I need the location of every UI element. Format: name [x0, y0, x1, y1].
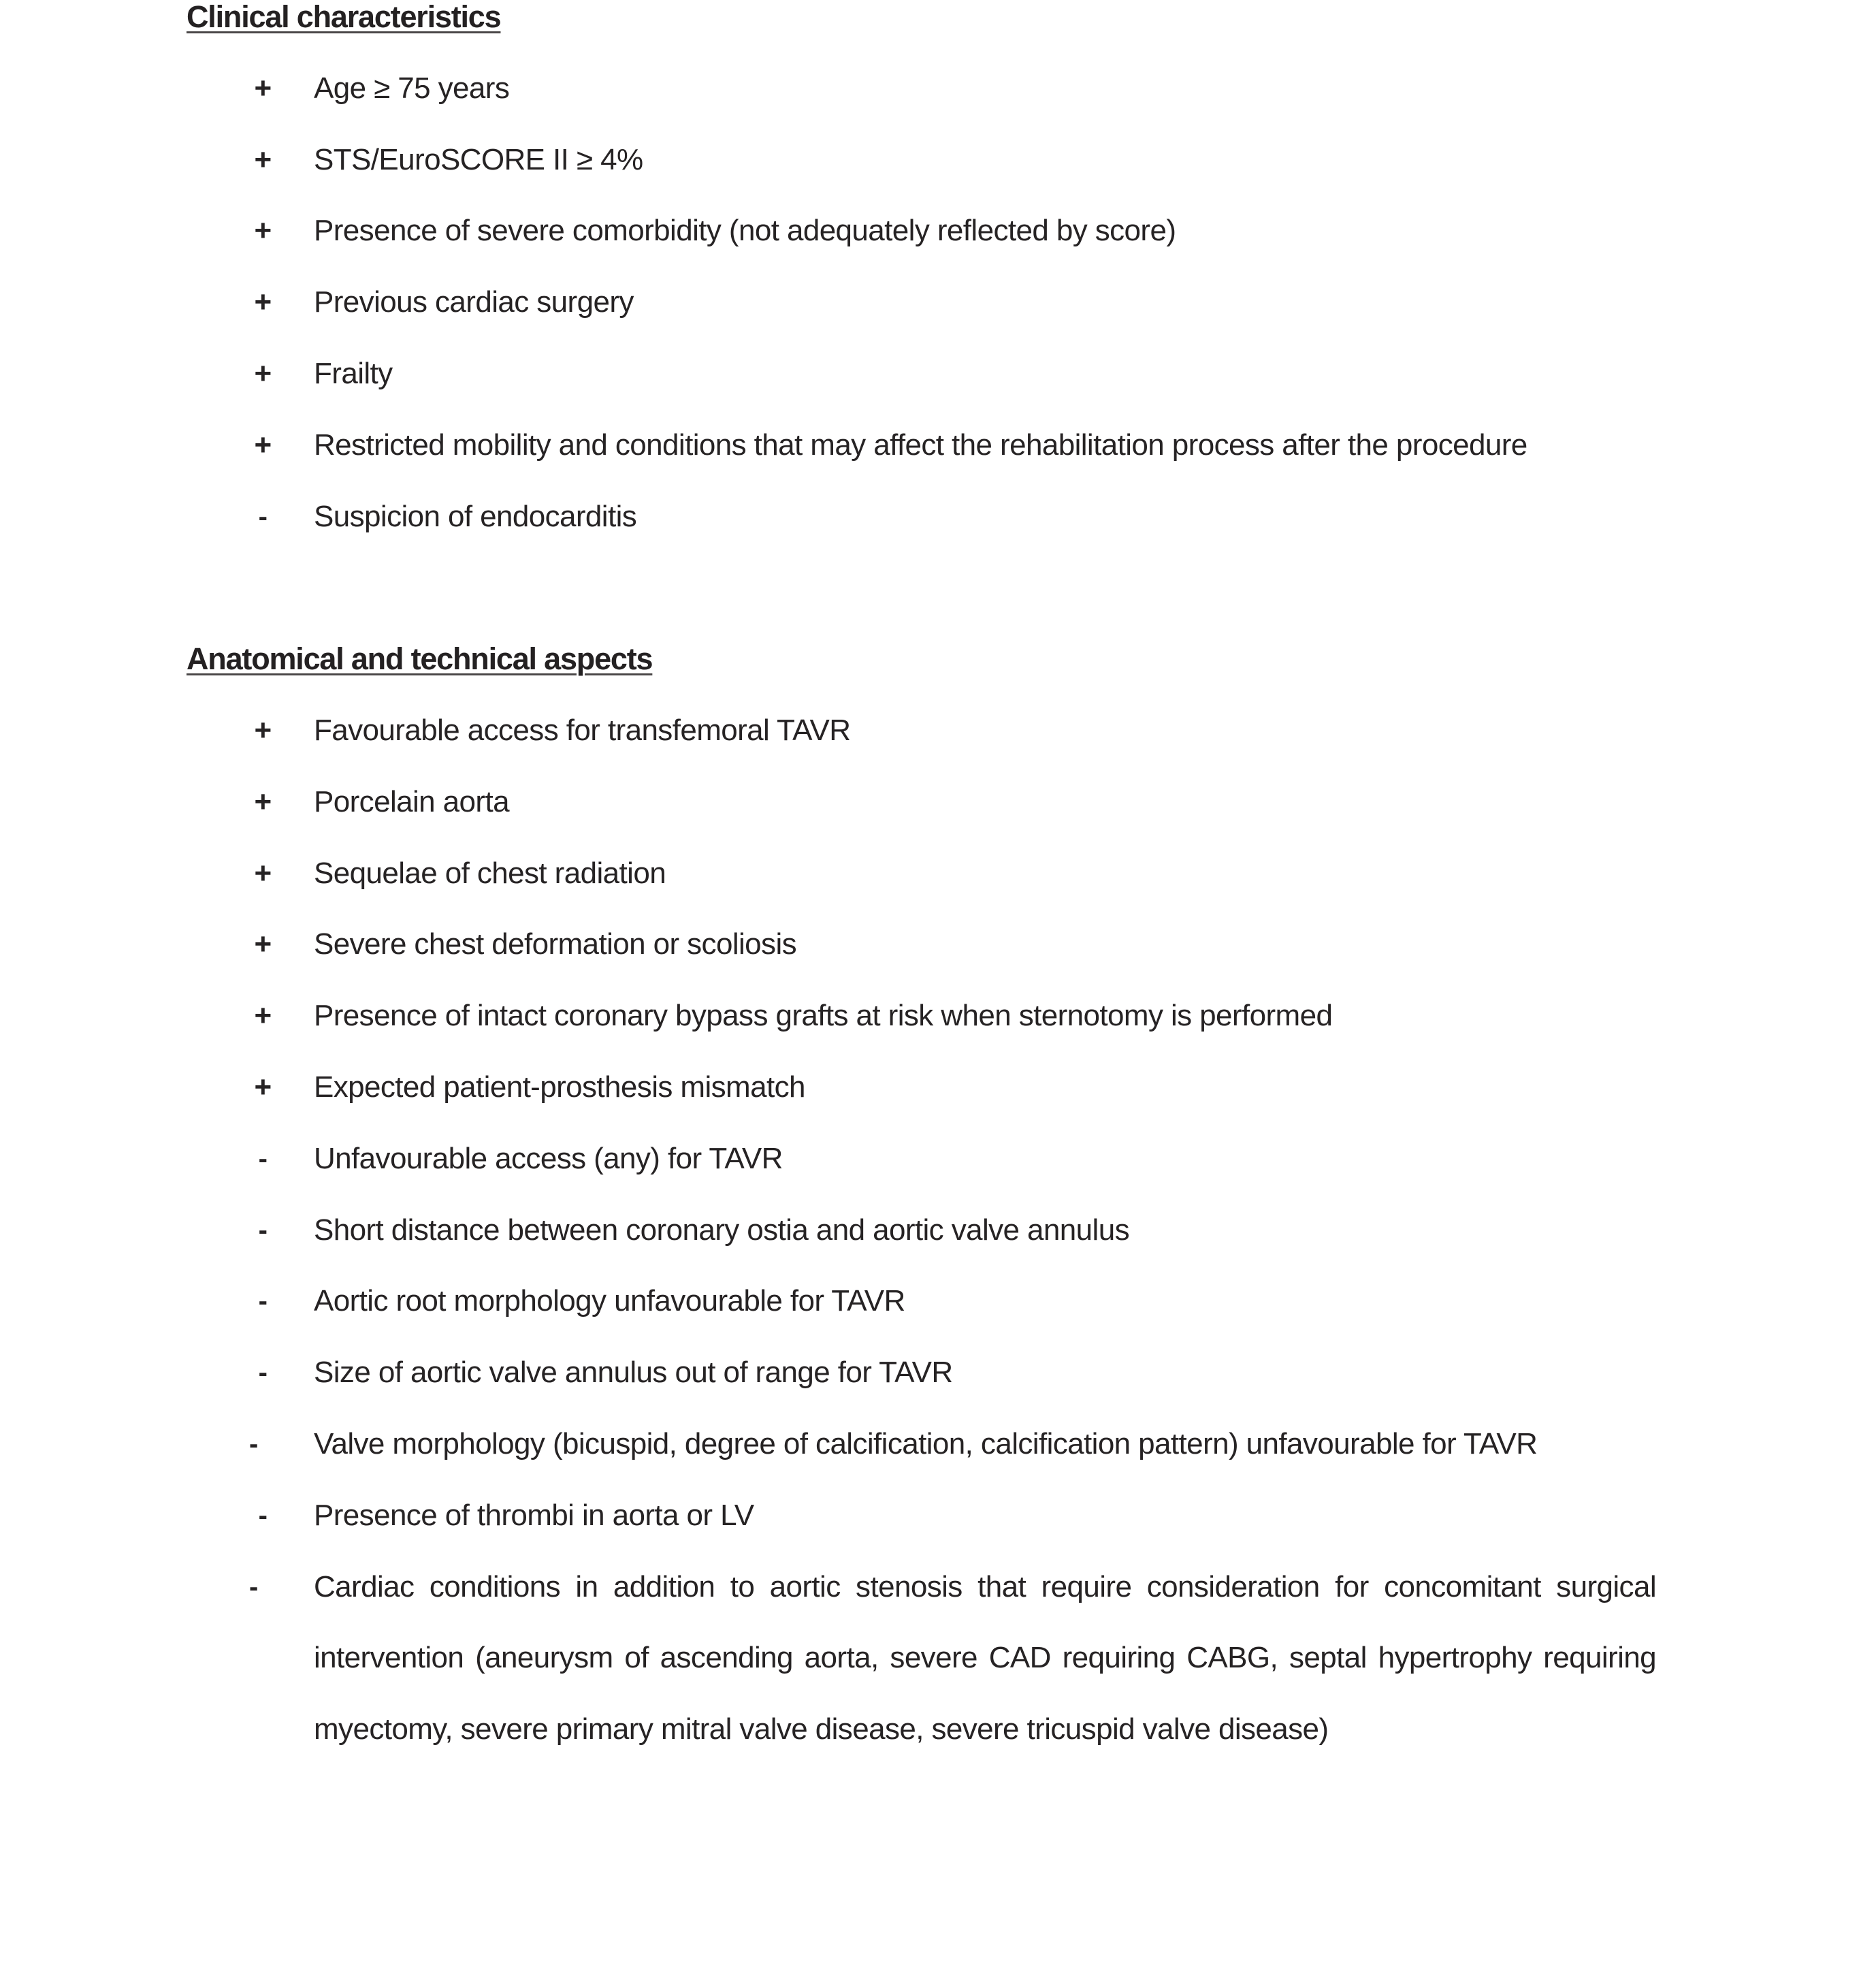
- item-text: Porcelain aorta: [314, 784, 509, 818]
- item-text: Sequelae of chest radiation: [314, 856, 666, 890]
- plus-icon: +: [254, 1070, 272, 1104]
- item-text: Age ≥ 75 years: [314, 71, 510, 105]
- item-text: Restricted mobility and conditions that may affect the rehabilitation process after the procedure: [314, 428, 1527, 462]
- list-item: [0, 195, 1656, 267]
- minus-icon: -: [258, 1215, 268, 1245]
- item-text: Cardiac conditions in addition to aortic stenosis that require consideration for concomitant surgical intervention (aneurysm of ascending aorta, severe CAD requiring CABG, septal hypertrophy requiring myectomy, severe primary mitral valve disease, severe tricuspid valve disease): [314, 1569, 1656, 1746]
- minus-icon: -: [258, 1358, 268, 1388]
- item-text: Unfavourable access (any) for TAVR: [314, 1141, 783, 1175]
- plus-icon: +: [254, 71, 272, 105]
- item-text: Previous cardiac surgery: [314, 285, 634, 319]
- item-text: Suspicion of endocarditis: [314, 499, 637, 533]
- item-text: Favourable access for transfemoral TAVR: [314, 713, 851, 747]
- section-anatomical-technical-aspects: [0, 624, 1876, 1766]
- minus-icon: -: [258, 1500, 268, 1531]
- list-item: [0, 767, 1656, 838]
- item-text: STS/EuroSCORE II ≥ 4%: [314, 142, 643, 176]
- plus-icon: +: [254, 927, 272, 961]
- item-text: Short distance between coronary ostia and aortic valve annulus: [314, 1213, 1129, 1247]
- item-text: Presence of thrombi in aorta or LV: [314, 1498, 754, 1532]
- minus-icon: -: [249, 1571, 258, 1602]
- plus-icon: +: [254, 142, 272, 176]
- section-heading: [187, 624, 1876, 695]
- section-heading: [187, 0, 1876, 53]
- list-item: [0, 410, 1656, 481]
- list-item: [0, 838, 1656, 910]
- minus-icon: -: [258, 1286, 268, 1317]
- section-heading-text: Anatomical and technical aspects: [187, 641, 653, 677]
- list-item: [0, 695, 1656, 767]
- criteria-list: [0, 695, 1876, 1766]
- plus-icon: +: [254, 713, 272, 747]
- list-item: [0, 481, 1656, 553]
- item-text: Severe chest deformation or scoliosis: [314, 927, 797, 961]
- item-text: Expected patient-prosthesis mismatch: [314, 1070, 805, 1104]
- minus-icon: -: [249, 1428, 258, 1459]
- plus-icon: +: [254, 428, 272, 462]
- list-item: [0, 1266, 1656, 1337]
- plus-icon: +: [254, 999, 272, 1033]
- plus-icon: +: [254, 214, 272, 248]
- list-item: [0, 338, 1656, 410]
- list-item: [0, 980, 1656, 1052]
- item-text: Presence of intact coronary bypass grafts at risk when sternotomy is performed: [314, 999, 1333, 1033]
- item-text: Presence of severe comorbidity (not adequately reflected by score): [314, 214, 1176, 248]
- plus-icon: +: [254, 285, 272, 319]
- list-item: [0, 1052, 1656, 1123]
- list-item: [0, 125, 1656, 196]
- minus-icon: -: [258, 1143, 268, 1174]
- list-item: [0, 1337, 1656, 1409]
- list-item: [0, 1480, 1656, 1552]
- spacer: [0, 552, 1876, 624]
- section-heading-text: Clinical characteristics: [187, 0, 501, 34]
- item-text: Valve morphology (bicuspid, degree of calcification, calcification pattern) unfavourable for TAVR: [314, 1426, 1538, 1460]
- section-clinical-characteristics: [0, 0, 1876, 552]
- list-item: [0, 1195, 1656, 1266]
- list-item: [0, 1552, 1656, 1766]
- list-item: [0, 53, 1656, 125]
- list-item: [0, 1123, 1656, 1195]
- item-text: Aortic root morphology unfavourable for TAVR: [314, 1284, 905, 1318]
- list-item: [0, 1409, 1656, 1480]
- list-item: [0, 267, 1656, 338]
- plus-icon: +: [254, 856, 272, 890]
- list-item: [0, 909, 1656, 980]
- item-text: Size of aortic valve annulus out of range for TAVR: [314, 1356, 953, 1390]
- item-text: Frailty: [314, 356, 393, 390]
- minus-icon: -: [258, 501, 268, 532]
- plus-icon: +: [254, 356, 272, 390]
- criteria-list: [0, 53, 1876, 553]
- plus-icon: +: [254, 784, 272, 818]
